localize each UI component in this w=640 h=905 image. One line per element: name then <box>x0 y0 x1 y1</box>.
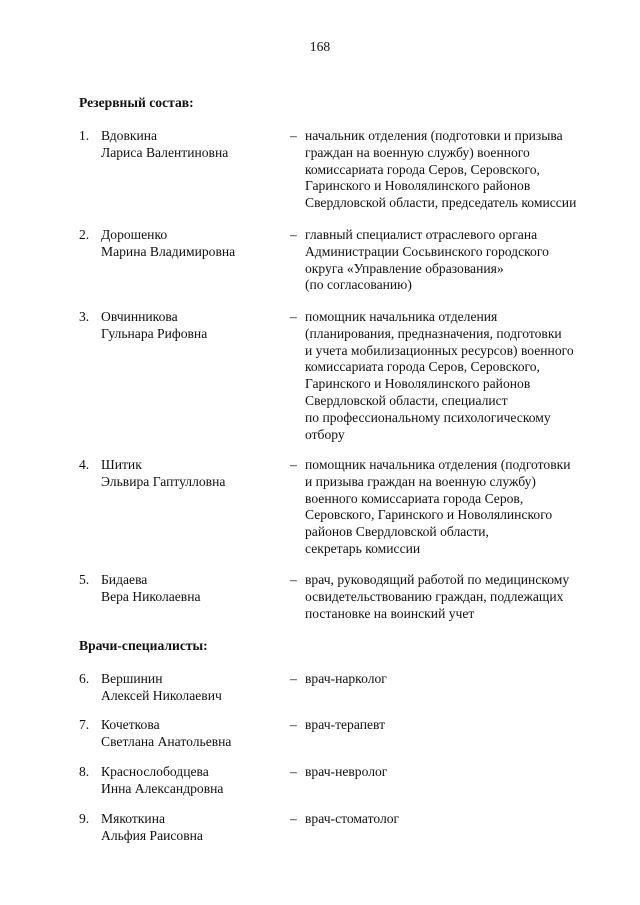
description-line: врач-терапевт <box>305 717 386 732</box>
position-description <box>305 128 625 212</box>
given-name: Светлана Анатольевна <box>101 733 232 749</box>
given-name: Гульнара Рифовна <box>101 325 208 341</box>
description-line: округа «Управление образования» <box>305 260 504 276</box>
position-description <box>305 572 625 622</box>
position-description <box>305 764 625 781</box>
description-line: комиссариата города Серов, Серовского, <box>305 161 540 177</box>
given-name: Инна Александровна <box>101 780 224 796</box>
person-name <box>101 227 291 261</box>
description-line: врач, руководящий работой по медицинскому <box>305 572 570 587</box>
dash: – <box>290 764 297 779</box>
given-name: Вера Николаевна <box>101 588 201 604</box>
item-number: 5. <box>79 572 90 587</box>
surname: Кочеткова <box>101 717 160 732</box>
dash: – <box>290 811 297 826</box>
surname: Краснослободцева <box>101 764 209 779</box>
description-line: постановке на воинский учет <box>305 605 475 621</box>
description-line: (по согласованию) <box>305 277 412 293</box>
section-heading-reserve: Резервный состав: <box>79 95 194 110</box>
description-line: начальник отделения (подготовки и призыва <box>305 128 563 143</box>
given-name: Лариса Валентиновна <box>101 144 229 160</box>
description-line: (планирования, предназначения, подготовки <box>305 325 562 341</box>
given-name: Эльвира Гаптулловна <box>101 473 226 489</box>
person-name <box>101 572 291 606</box>
item-number: 2. <box>79 227 90 242</box>
dash: – <box>290 309 297 324</box>
description-line: и учета мобилизационных ресурсов) военного <box>305 342 574 358</box>
position-description <box>305 671 625 688</box>
description-line: военного комиссариата города Серов, <box>305 490 524 506</box>
description-line: врач-нарколог <box>305 671 387 686</box>
item-number: 4. <box>79 457 90 472</box>
dash: – <box>290 227 297 242</box>
position-description <box>305 227 625 294</box>
item-number: 6. <box>79 671 90 686</box>
surname: Мякоткина <box>101 811 165 826</box>
description-line: Свердловской области, председатель комиссии <box>305 195 577 211</box>
description-line: Администрации Сосьвинского городского <box>305 243 549 259</box>
person-name <box>101 764 291 798</box>
surname: Шитик <box>101 457 142 472</box>
dash: – <box>290 128 297 143</box>
description-line: Гаринского и Новолялинского районов <box>305 178 531 194</box>
surname: Бидаева <box>101 572 148 587</box>
description-line: по профессиональному психологическому <box>305 409 551 425</box>
dash: – <box>290 717 297 732</box>
dash: – <box>290 572 297 587</box>
description-line: граждан на военную службу) военного <box>305 144 530 160</box>
item-number: 7. <box>79 717 90 732</box>
description-line: Свердловской области, специалист <box>305 392 508 408</box>
description-line: отбору <box>305 426 345 442</box>
description-line: районов Свердловской области, <box>305 524 489 540</box>
position-description <box>305 811 625 828</box>
description-line: помощник начальника отделения (подготовки <box>305 457 571 472</box>
position-description <box>305 717 625 734</box>
surname: Овчинникова <box>101 309 178 324</box>
surname: Дорошенко <box>101 227 168 242</box>
description-line: секретарь комиссии <box>305 540 421 556</box>
description-line: комиссариата города Серов, Серовского, <box>305 359 540 375</box>
dash: – <box>290 457 297 472</box>
position-description <box>305 309 625 443</box>
position-description <box>305 457 625 558</box>
given-name: Марина Владимировна <box>101 243 236 259</box>
description-line: Гаринского и Новолялинского районов <box>305 376 531 392</box>
person-name <box>101 457 291 491</box>
person-name <box>101 128 291 162</box>
description-line: врач-невролог <box>305 764 388 779</box>
description-line: врач-стоматолог <box>305 811 400 826</box>
person-name <box>101 309 291 343</box>
description-line: освидетельствованию граждан, подлежащих <box>305 588 564 604</box>
description-line: помощник начальника отделения <box>305 309 498 324</box>
item-number: 1. <box>79 128 90 143</box>
page-number: 168 <box>309 39 331 54</box>
description-line: и призыва граждан на военную службу) <box>305 473 536 489</box>
surname: Вершинин <box>101 671 163 686</box>
description-line: главный специалист отраслевого органа <box>305 227 538 242</box>
surname: Вдовкина <box>101 128 158 143</box>
section-heading-doctors: Врачи-специалисты: <box>79 638 208 653</box>
item-number: 3. <box>79 309 90 324</box>
person-name <box>101 671 291 705</box>
person-name <box>101 811 291 845</box>
item-number: 8. <box>79 764 90 779</box>
item-number: 9. <box>79 811 90 826</box>
dash: – <box>290 671 297 686</box>
given-name: Алексей Николаевич <box>101 687 222 703</box>
person-name <box>101 717 291 751</box>
given-name: Альфия Раисовна <box>101 827 203 843</box>
description-line: Серовского, Гаринского и Новолялинского <box>305 507 553 523</box>
